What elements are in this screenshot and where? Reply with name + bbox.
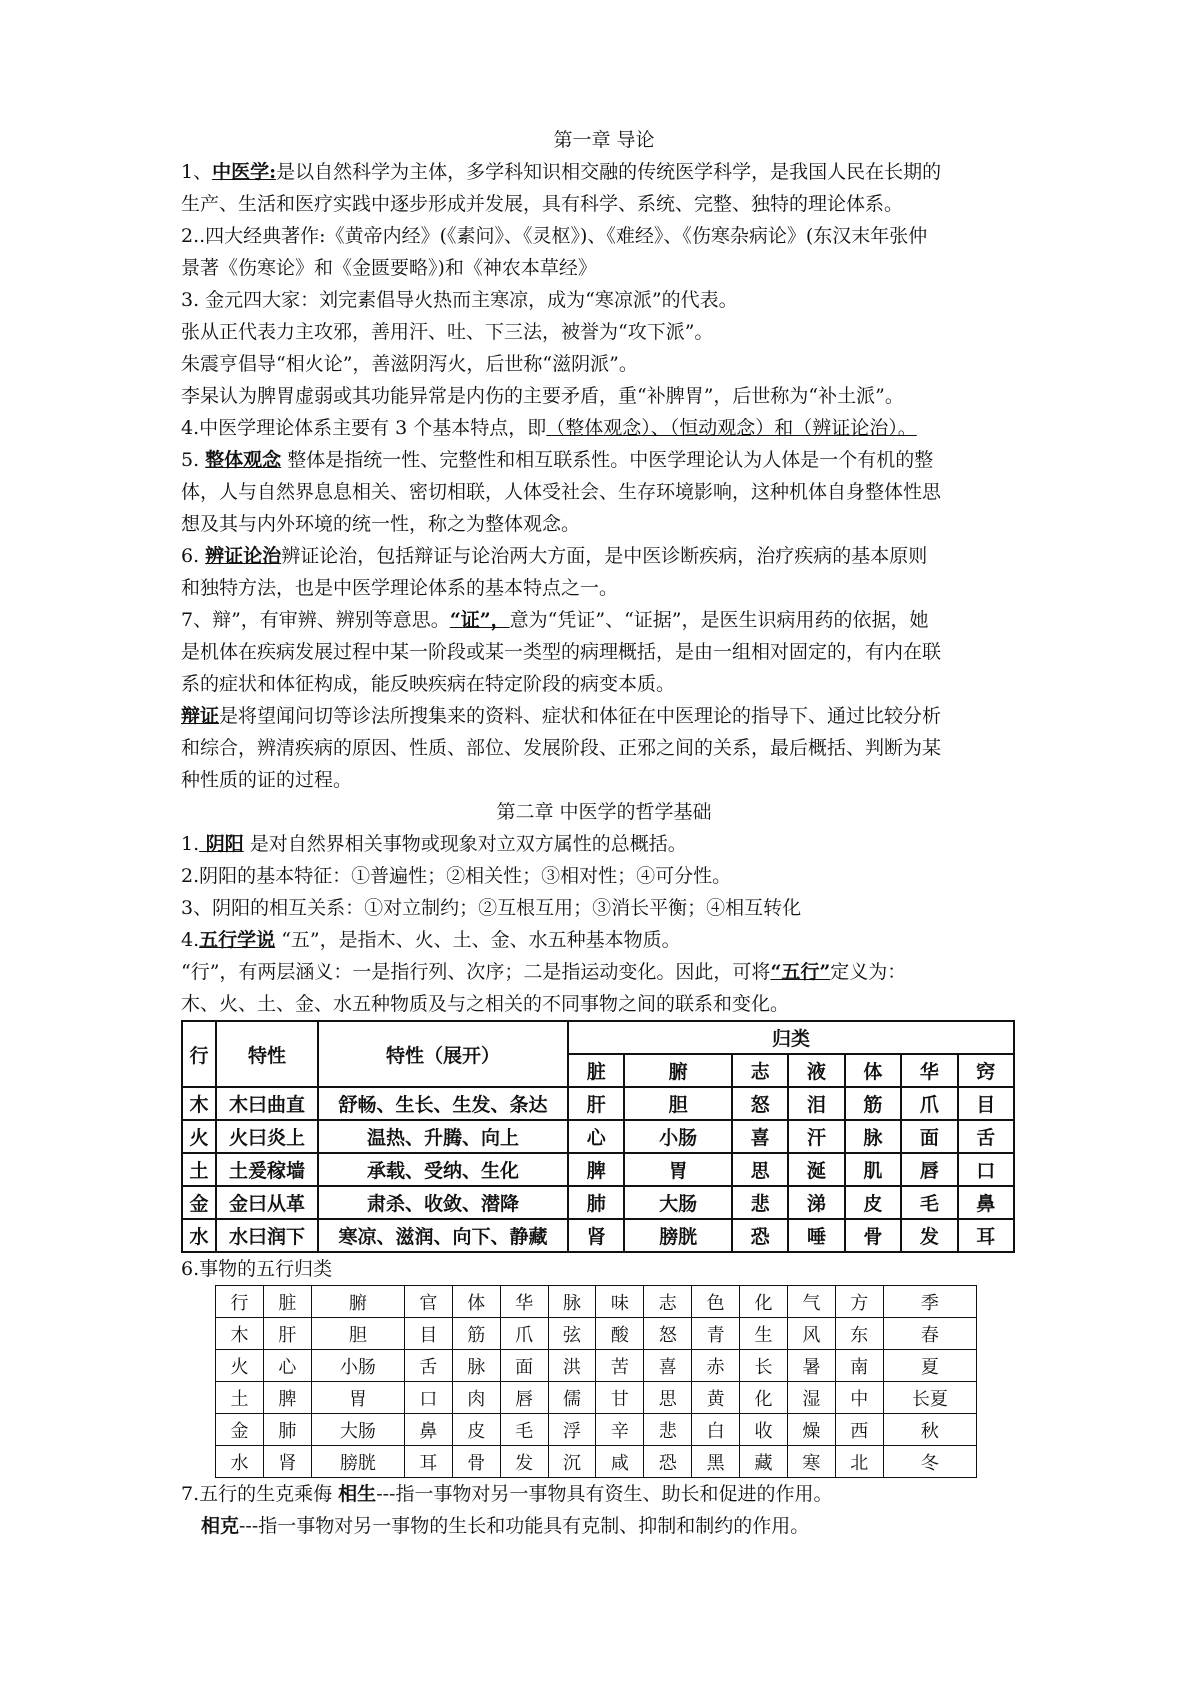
term-zhengti: 整体观念 — [205, 449, 282, 471]
table-cell: 悲 — [732, 1186, 788, 1219]
table-cell: 化 — [740, 1382, 788, 1414]
table-cell: 肺 — [568, 1186, 624, 1219]
table-cell: 泪 — [788, 1087, 844, 1120]
table-cell: 骨 — [452, 1446, 500, 1478]
table-cell: 怒 — [732, 1087, 788, 1120]
table-cell: 寒 — [787, 1446, 835, 1478]
table-row — [216, 1446, 977, 1478]
para-text: 是对自然界相关事物或现象对立双方属性的总概括。 — [243, 833, 687, 855]
table-cell: 发 — [500, 1446, 548, 1478]
table-cell: 思 — [732, 1153, 788, 1186]
ch2-paragraph-4 — [181, 924, 1027, 956]
table-cell: 寒凉、滋润、向下、静藏 — [318, 1219, 568, 1252]
paragraph-5 — [181, 444, 1027, 476]
table-cell: 土 — [182, 1153, 216, 1186]
table-cell: 咸 — [596, 1446, 644, 1478]
table-cell: 金 — [182, 1186, 216, 1219]
table-cell: 汗 — [788, 1120, 844, 1153]
classification-table — [215, 1285, 977, 1478]
table-cell: 肝 — [263, 1318, 311, 1350]
para-text: 辨证论治，包括辩证与论治两大方面，是中医诊断疾病，治疗疾病的基本原则 — [281, 545, 928, 567]
table-row — [182, 1186, 1014, 1219]
term-bianzheng: 辨证论治 — [205, 545, 282, 567]
subheader-cell: 体 — [845, 1054, 901, 1087]
table-cell: 水 — [216, 1446, 264, 1478]
subheader-cell: 腑 — [624, 1054, 731, 1087]
table-cell: 湿 — [787, 1382, 835, 1414]
paragraph-6 — [181, 540, 1027, 572]
table-cell: 悲 — [644, 1414, 692, 1446]
table-cell: 唇 — [500, 1382, 548, 1414]
table-cell: 大肠 — [311, 1414, 404, 1446]
table-cell: 暑 — [787, 1350, 835, 1382]
chapter2-title: 第二章 中医学的哲学基础 — [496, 801, 712, 823]
table-cell: 木 — [216, 1318, 264, 1350]
table-cell: 青 — [692, 1318, 740, 1350]
table-cell: 肃杀、收敛、潜降 — [318, 1186, 568, 1219]
para-number: 1. — [181, 833, 200, 855]
table-cell: 土 — [216, 1382, 264, 1414]
paragraph-3-line4: 李杲认为脾胃虚弱或其功能异常是内伤的主要矛盾，重“补脾胃”，后世称为“补土派”。 — [181, 385, 904, 407]
table-cell: 皮 — [452, 1414, 500, 1446]
para-text: “五”，是指木、火、土、金、水五种基本物质。 — [275, 929, 681, 951]
table-cell: 木曰曲直 — [216, 1087, 318, 1120]
paragraph-3: 3. 金元四大家：刘完素倡导火热而主寒凉，成为“寒凉派”的代表。 — [181, 289, 738, 311]
table-cell: 酸 — [596, 1318, 644, 1350]
table-header-row — [182, 1021, 1014, 1054]
table-cell: 思 — [644, 1382, 692, 1414]
paragraph-7 — [181, 604, 1027, 636]
table-cell: 行 — [216, 1286, 264, 1318]
paragraph-7-line2: 是机体在疾病发展过程中某一阶段或某一类型的病理概括，是由一组相对固定的，有内在联 — [181, 641, 942, 663]
table-cell: 爪 — [500, 1318, 548, 1350]
header-xing: 行 — [182, 1021, 216, 1087]
paragraph-3-line3: 朱震亨倡导“相火论”，善滋阴泻火，后世称“滋阴派”。 — [181, 353, 638, 375]
paragraph-5-line3: 想及其与内外环境的统一性，称之为整体观念。 — [181, 513, 581, 535]
para-number: 5. — [181, 449, 206, 471]
table-cell: 苦 — [596, 1350, 644, 1382]
table-cell: 肾 — [568, 1219, 624, 1252]
para-number: 1、 — [181, 161, 213, 183]
para-text: 是以自然科学为主体，多学科知识相交融的传统医学科学，是我国人民在长期的 — [276, 161, 942, 183]
table-row — [216, 1414, 977, 1446]
table-cell: 色 — [692, 1286, 740, 1318]
table-cell: 脉 — [845, 1120, 901, 1153]
table-cell: 儒 — [548, 1382, 596, 1414]
table-row — [216, 1286, 977, 1318]
document-content — [181, 124, 1027, 1542]
table-cell: 胆 — [311, 1318, 404, 1350]
table-cell: 秋 — [883, 1414, 976, 1446]
ch2-paragraph-7 — [181, 1478, 1027, 1510]
table-cell: 腑 — [311, 1286, 404, 1318]
table-cell: 藏 — [740, 1446, 788, 1478]
table-cell: 木 — [182, 1087, 216, 1120]
table-cell: 南 — [835, 1350, 883, 1382]
subheader-cell: 志 — [732, 1054, 788, 1087]
table-cell: 金曰从革 — [216, 1186, 318, 1219]
table-cell: 小肠 — [624, 1120, 731, 1153]
table-cell: 涕 — [788, 1186, 844, 1219]
para-text: 7.五行的生克乘侮 — [181, 1483, 339, 1505]
paragraph-8 — [181, 700, 1027, 732]
table-row — [182, 1087, 1014, 1120]
paragraph-3-line2: 张从正代表力主攻邪，善用汗、吐、下三法，被誉为“攻下派”。 — [181, 321, 714, 343]
term-wuxing-def: “五行” — [770, 961, 831, 983]
table-cell: 肌 — [845, 1153, 901, 1186]
paragraph-7-line3: 系的症状和体征构成，能反映疾病在特定阶段的病变本质。 — [181, 673, 676, 695]
header-guilei: 归类 — [568, 1021, 1014, 1054]
table-cell: 北 — [835, 1446, 883, 1478]
table-cell: 化 — [740, 1286, 788, 1318]
table-cell: 水 — [182, 1219, 216, 1252]
para-text: ---指一事物对另一事物具有资生、助长和促进的作用。 — [376, 1483, 833, 1505]
table-cell: 筋 — [845, 1087, 901, 1120]
table-cell: 金 — [216, 1414, 264, 1446]
table-cell: 赤 — [692, 1350, 740, 1382]
table-cell: 味 — [596, 1286, 644, 1318]
table-cell: 长夏 — [883, 1382, 976, 1414]
table-body — [216, 1286, 977, 1478]
table-cell: 脉 — [452, 1350, 500, 1382]
table-cell: 口 — [958, 1153, 1014, 1186]
table-cell: 胃 — [311, 1382, 404, 1414]
table-cell: 季 — [883, 1286, 976, 1318]
paragraph-4 — [181, 412, 1027, 444]
underlined-features: （整体观念）、（恒动观念）和（辨证论治）。 — [546, 417, 917, 439]
para-text: 定义为： — [830, 961, 907, 983]
table-row — [216, 1350, 977, 1382]
table-cell: 爪 — [901, 1087, 957, 1120]
term-zheng: “证”， — [449, 609, 510, 631]
para-text: ---指一事物对另一事物的生长和功能具有克制、抑制和制约的作用。 — [239, 1515, 810, 1537]
header-texing: 特性 — [216, 1021, 318, 1087]
paragraph-2: 2..四大经典著作:《黄帝内经》(《素问》、《灵枢》)、《难经》、《伤寒杂病论》(东汉末年张仲 — [181, 225, 928, 247]
table-cell: 心 — [263, 1350, 311, 1382]
table-cell: 毛 — [901, 1186, 957, 1219]
table-cell: 目 — [404, 1318, 452, 1350]
table-cell: 皮 — [845, 1186, 901, 1219]
table-cell: 舌 — [958, 1120, 1014, 1153]
paragraph-8-line2: 和综合，辨清疾病的原因、性质、部位、发展阶段、正邪之间的关系，最后概括、判断为某 — [181, 737, 942, 759]
table-body — [182, 1087, 1014, 1252]
term-xiangke: 相克 — [201, 1515, 240, 1537]
table-cell: 口 — [404, 1382, 452, 1414]
table-cell: 小肠 — [311, 1350, 404, 1382]
table-cell: 火 — [216, 1350, 264, 1382]
ch2-paragraph-7-line2 — [181, 1510, 1027, 1542]
para-text: 是将望闻问切等诊法所搜集来的资料、症状和体征在中医理论的指导下、通过比较分析 — [219, 705, 942, 727]
table-cell: 恐 — [644, 1446, 692, 1478]
table-cell: 白 — [692, 1414, 740, 1446]
table-cell: 沉 — [548, 1446, 596, 1478]
paragraph-5-line2: 体，人与自然界息息相关、密切相联，人体受社会、生存环境影响，这种机体自身整体性思 — [181, 481, 942, 503]
term-xiangsheng: 相生 — [338, 1483, 377, 1505]
para-number: 6. — [181, 545, 206, 567]
para-text: 整体是指统一性、完整性和相互联系性。中医学理论认为人体是一个有机的整 — [281, 449, 934, 471]
table-cell: 脉 — [548, 1286, 596, 1318]
table-cell: 弦 — [548, 1318, 596, 1350]
table-cell: 胃 — [624, 1153, 731, 1186]
table-cell: 方 — [835, 1286, 883, 1318]
subheader-cell: 窍 — [958, 1054, 1014, 1087]
table-row — [182, 1219, 1014, 1252]
table-cell: 生 — [740, 1318, 788, 1350]
table-cell: 夏 — [883, 1350, 976, 1382]
ch2-paragraph-3: 3、阴阳的相互关系：①对立制约；②互根互用；③消长平衡；④相互转化 — [181, 897, 802, 919]
table-cell: 温热、升腾、向上 — [318, 1120, 568, 1153]
table-cell: 胆 — [624, 1087, 731, 1120]
five-elements-table — [181, 1020, 1015, 1253]
table-cell: 华 — [500, 1286, 548, 1318]
table-cell: 承载、受纳、生化 — [318, 1153, 568, 1186]
table-cell: 鼻 — [404, 1414, 452, 1446]
table-cell: 黄 — [692, 1382, 740, 1414]
table-cell: 官 — [404, 1286, 452, 1318]
term-yinyang: 阴阳 — [199, 833, 244, 855]
para-number: 4. — [181, 929, 200, 951]
table-cell: 收 — [740, 1414, 788, 1446]
table-cell: 辛 — [596, 1414, 644, 1446]
term-bianzheng2: 辩证 — [181, 705, 220, 727]
table-cell: 肝 — [568, 1087, 624, 1120]
table-cell: 肾 — [263, 1446, 311, 1478]
table-cell: 东 — [835, 1318, 883, 1350]
para-text: 意为“凭证”、“证据”，是医生识病用药的依据，她 — [509, 609, 929, 631]
table-cell: 体 — [452, 1286, 500, 1318]
table-cell: 涎 — [788, 1153, 844, 1186]
table-cell: 耳 — [404, 1446, 452, 1478]
table-cell: 骨 — [845, 1219, 901, 1252]
table-cell: 面 — [500, 1350, 548, 1382]
term-zhongyixue: 中医学: — [212, 161, 277, 183]
table-cell: 喜 — [732, 1120, 788, 1153]
table-cell: 唇 — [901, 1153, 957, 1186]
table-cell: 恐 — [732, 1219, 788, 1252]
table-cell: 脏 — [263, 1286, 311, 1318]
table-cell: 冬 — [883, 1446, 976, 1478]
table-cell: 心 — [568, 1120, 624, 1153]
ch2-paragraph-6: 6.事物的五行归类 — [181, 1258, 333, 1280]
table-row — [182, 1153, 1014, 1186]
subheader-cell: 脏 — [568, 1054, 624, 1087]
table-cell: 舌 — [404, 1350, 452, 1382]
table-cell: 土爰稼墙 — [216, 1153, 318, 1186]
table-cell: 膀胱 — [311, 1446, 404, 1478]
table-cell: 洪 — [548, 1350, 596, 1382]
table-cell: 大肠 — [624, 1186, 731, 1219]
table-cell: 中 — [835, 1382, 883, 1414]
ch2-paragraph-2: 2.阴阳的基本特征：①普遍性；②相关性；③相对性；④可分性。 — [181, 865, 732, 887]
table-cell: 气 — [787, 1286, 835, 1318]
ch2-paragraph-5-line2: 木、火、土、金、水五种物质及与之相关的不同事物之间的联系和变化。 — [181, 993, 790, 1015]
table-cell: 舒畅、生长、生发、条达 — [318, 1087, 568, 1120]
table-cell: 火曰炎上 — [216, 1120, 318, 1153]
table-cell: 唾 — [788, 1219, 844, 1252]
para-text: “行”，有两层涵义：一是指行列、次序；二是指运动变化。因此，可将 — [181, 961, 771, 983]
table-cell: 怒 — [644, 1318, 692, 1350]
para-text: 4.中医学理论体系主要有 3 个基本特点，即 — [181, 417, 547, 439]
para-text: 7、辩”，有审辨、辨别等意思。 — [181, 609, 450, 631]
header-texing-zk: 特性（展开） — [318, 1021, 568, 1087]
table-cell: 火 — [182, 1120, 216, 1153]
table-cell: 面 — [901, 1120, 957, 1153]
paragraph-2-line2: 景著《伤寒论》和《金匮要略》)和《神农本草经》 — [181, 257, 597, 279]
table-cell: 燥 — [787, 1414, 835, 1446]
table-cell: 浮 — [548, 1414, 596, 1446]
ch2-paragraph-5 — [181, 956, 1027, 988]
table-cell: 甘 — [596, 1382, 644, 1414]
table-row — [216, 1382, 977, 1414]
paragraph-6-line2: 和独特方法，也是中医学理论体系的基本特点之一。 — [181, 577, 619, 599]
table-row — [216, 1318, 977, 1350]
table-cell: 肺 — [263, 1414, 311, 1446]
table-cell: 长 — [740, 1350, 788, 1382]
table-cell: 喜 — [644, 1350, 692, 1382]
table-cell: 脾 — [568, 1153, 624, 1186]
table-cell: 风 — [787, 1318, 835, 1350]
table-cell: 志 — [644, 1286, 692, 1318]
paragraph-1-line2: 生产、生活和医疗实践中逐步形成并发展，具有科学、系统、完整、独特的理论体系。 — [181, 193, 904, 215]
chapter1-title: 第一章 导论 — [553, 129, 655, 151]
table-cell: 春 — [883, 1318, 976, 1350]
table-cell: 筋 — [452, 1318, 500, 1350]
table-cell: 目 — [958, 1087, 1014, 1120]
table-cell: 西 — [835, 1414, 883, 1446]
table-cell: 耳 — [958, 1219, 1014, 1252]
table-cell: 黑 — [692, 1446, 740, 1478]
table-cell: 鼻 — [958, 1186, 1014, 1219]
table-cell: 发 — [901, 1219, 957, 1252]
table-cell: 水曰润下 — [216, 1219, 318, 1252]
paragraph-8-line3: 种性质的证的过程。 — [181, 769, 353, 791]
table-row — [182, 1120, 1014, 1153]
table-cell: 膀胱 — [624, 1219, 731, 1252]
paragraph-1 — [181, 156, 1027, 188]
table-cell: 肉 — [452, 1382, 500, 1414]
ch2-paragraph-1 — [181, 828, 1027, 860]
term-wuxing: 五行学说 — [199, 929, 276, 951]
subheader-cell: 华 — [901, 1054, 957, 1087]
table-cell: 毛 — [500, 1414, 548, 1446]
table-cell: 脾 — [263, 1382, 311, 1414]
subheader-cell: 液 — [788, 1054, 844, 1087]
